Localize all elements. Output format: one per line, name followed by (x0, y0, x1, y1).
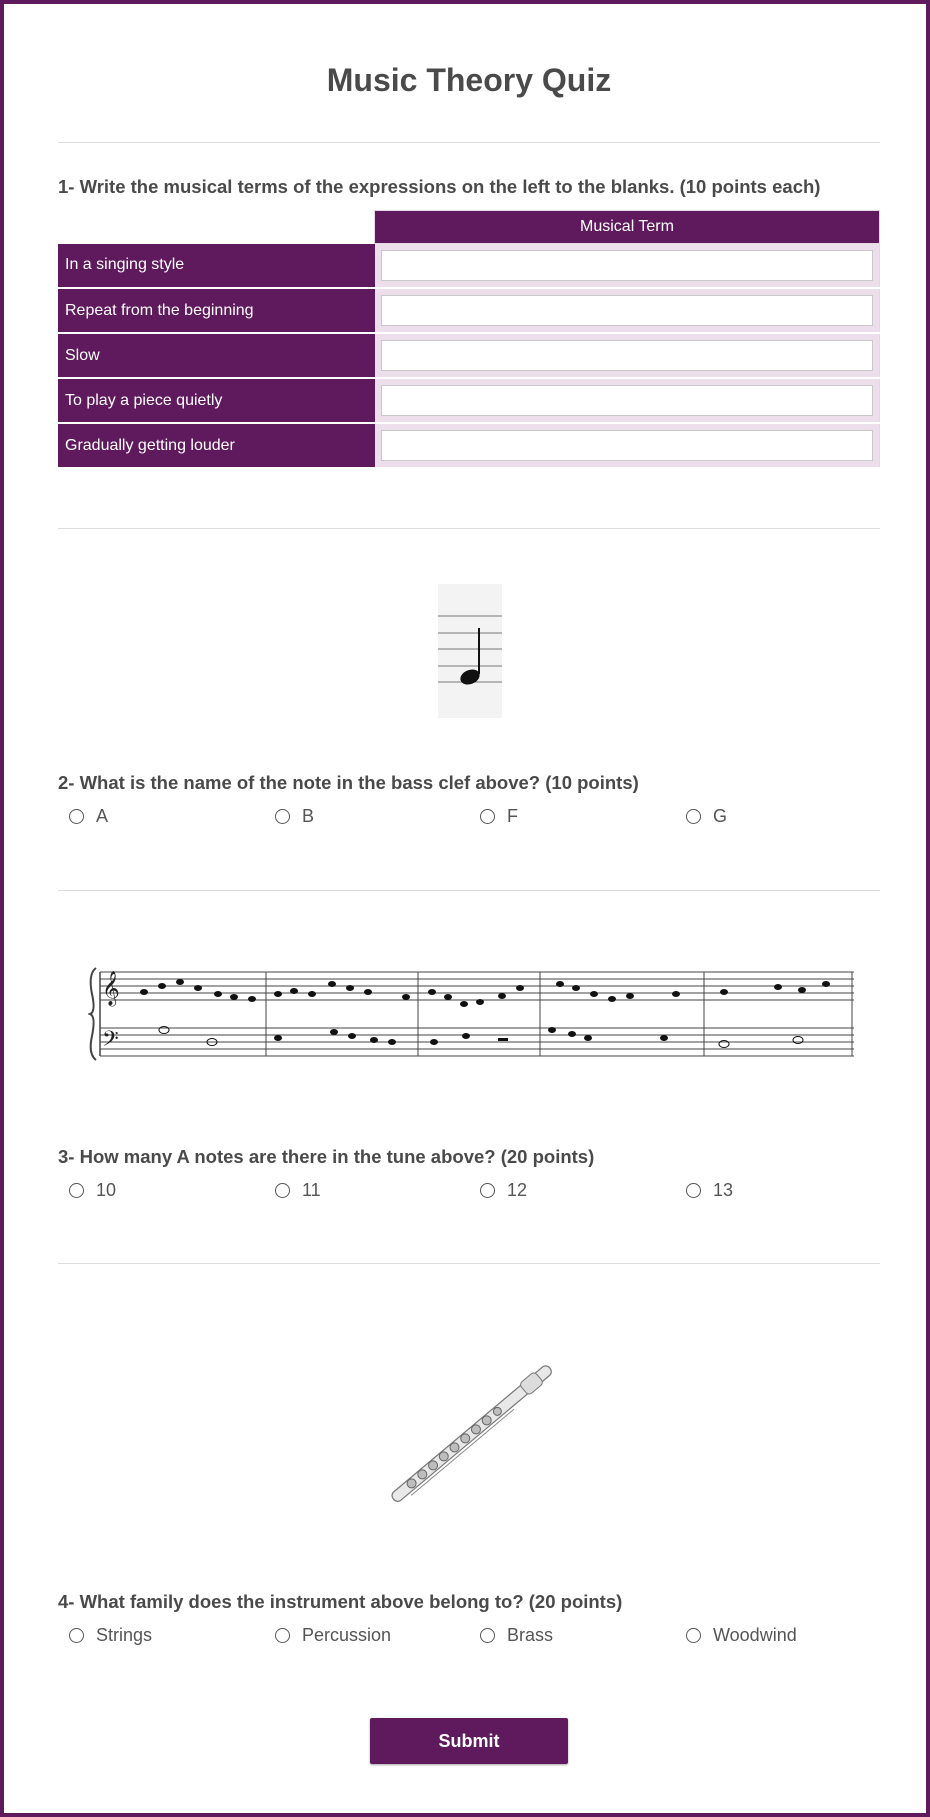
term-label: Repeat from the beginning (58, 288, 375, 333)
option-label: A (96, 805, 109, 826)
option-label: Woodwind (713, 1624, 797, 1645)
table-header-musical-term: Musical Term (375, 211, 880, 244)
flute-image (380, 1348, 564, 1520)
term-input-3[interactable] (381, 340, 874, 371)
q3-option-10[interactable] (58, 1177, 116, 1203)
question-4-text: 4- What family does the instrument above belong to? (20 points) (58, 1591, 623, 1612)
radio-button[interactable] (480, 1183, 495, 1198)
radio-button[interactable] (275, 1183, 290, 1198)
q2-option-g[interactable] (675, 803, 727, 829)
option-label: Brass (507, 1624, 554, 1645)
page-title: Music Theory Quiz (326, 62, 612, 98)
svg-text:𝄢: 𝄢 (102, 1027, 119, 1057)
q2-option-f[interactable] (469, 803, 518, 829)
radio-button[interactable] (275, 1628, 290, 1643)
term-cell (375, 244, 880, 289)
divider (58, 528, 880, 529)
table-header-empty (58, 211, 375, 244)
divider (58, 142, 880, 143)
question-3-text: 3- How many A notes are there in the tune above? (20 points) (58, 1146, 595, 1167)
option-label: 13 (713, 1179, 734, 1200)
q3-option-13[interactable] (675, 1177, 733, 1203)
radio-button[interactable] (480, 1628, 495, 1643)
table-row (58, 244, 880, 289)
term-cell (375, 423, 880, 468)
terms-table (58, 210, 880, 469)
q2-option-a[interactable] (58, 803, 108, 829)
term-cell (375, 288, 880, 333)
question-4-options (58, 1622, 880, 1648)
table-row (58, 288, 880, 333)
q3-option-12[interactable] (469, 1177, 527, 1203)
radio-button[interactable] (686, 1183, 701, 1198)
option-label: 12 (507, 1179, 528, 1200)
q4-option-percussion[interactable] (264, 1622, 391, 1648)
divider (58, 1263, 880, 1264)
term-cell (375, 378, 880, 423)
terms-table-header-row (58, 211, 880, 244)
term-label: Gradually getting louder (58, 423, 375, 468)
q2-option-b[interactable] (264, 803, 314, 829)
option-label: Strings (96, 1624, 153, 1645)
radio-button[interactable] (69, 1183, 84, 1198)
bass-clef-note-image (438, 584, 502, 718)
q4-option-woodwind[interactable] (675, 1622, 797, 1648)
term-label: In a singing style (58, 244, 375, 289)
term-input-5[interactable] (381, 430, 874, 461)
option-label: B (302, 805, 315, 826)
table-row (58, 333, 880, 378)
term-label: To play a piece quietly (58, 378, 375, 423)
option-label: G (713, 805, 728, 826)
option-label: 10 (96, 1179, 117, 1200)
option-label: 11 (302, 1179, 321, 1200)
table-row (58, 378, 880, 423)
question-2-text: 2- What is the name of the note in the bass clef above? (10 points) (58, 772, 639, 793)
radio-button[interactable] (480, 809, 495, 824)
term-input-4[interactable] (381, 385, 874, 416)
option-label: Percussion (302, 1624, 392, 1645)
term-input-1[interactable] (381, 250, 874, 281)
divider (58, 890, 880, 891)
question-1-text: 1- Write the musical terms of the expressions on the left to the blanks. (10 points each) (58, 176, 821, 197)
term-input-2[interactable] (381, 295, 874, 326)
svg-text:𝄞: 𝄞 (102, 971, 120, 1006)
q4-option-strings[interactable] (58, 1622, 152, 1648)
sheet-music-image (88, 954, 854, 1078)
term-label: Slow (58, 333, 375, 378)
q4-option-brass[interactable] (469, 1622, 553, 1648)
radio-button[interactable] (69, 1628, 84, 1643)
radio-button[interactable] (275, 809, 290, 824)
question-3-options (58, 1177, 880, 1203)
radio-button[interactable] (686, 809, 701, 824)
term-cell (375, 333, 880, 378)
submit-button[interactable]: Submit (370, 1718, 568, 1764)
table-row (58, 423, 880, 468)
question-2-options (58, 803, 880, 829)
q3-option-11[interactable] (264, 1177, 321, 1203)
option-label: F (507, 805, 518, 826)
radio-button[interactable] (686, 1628, 701, 1643)
radio-button[interactable] (69, 809, 84, 824)
